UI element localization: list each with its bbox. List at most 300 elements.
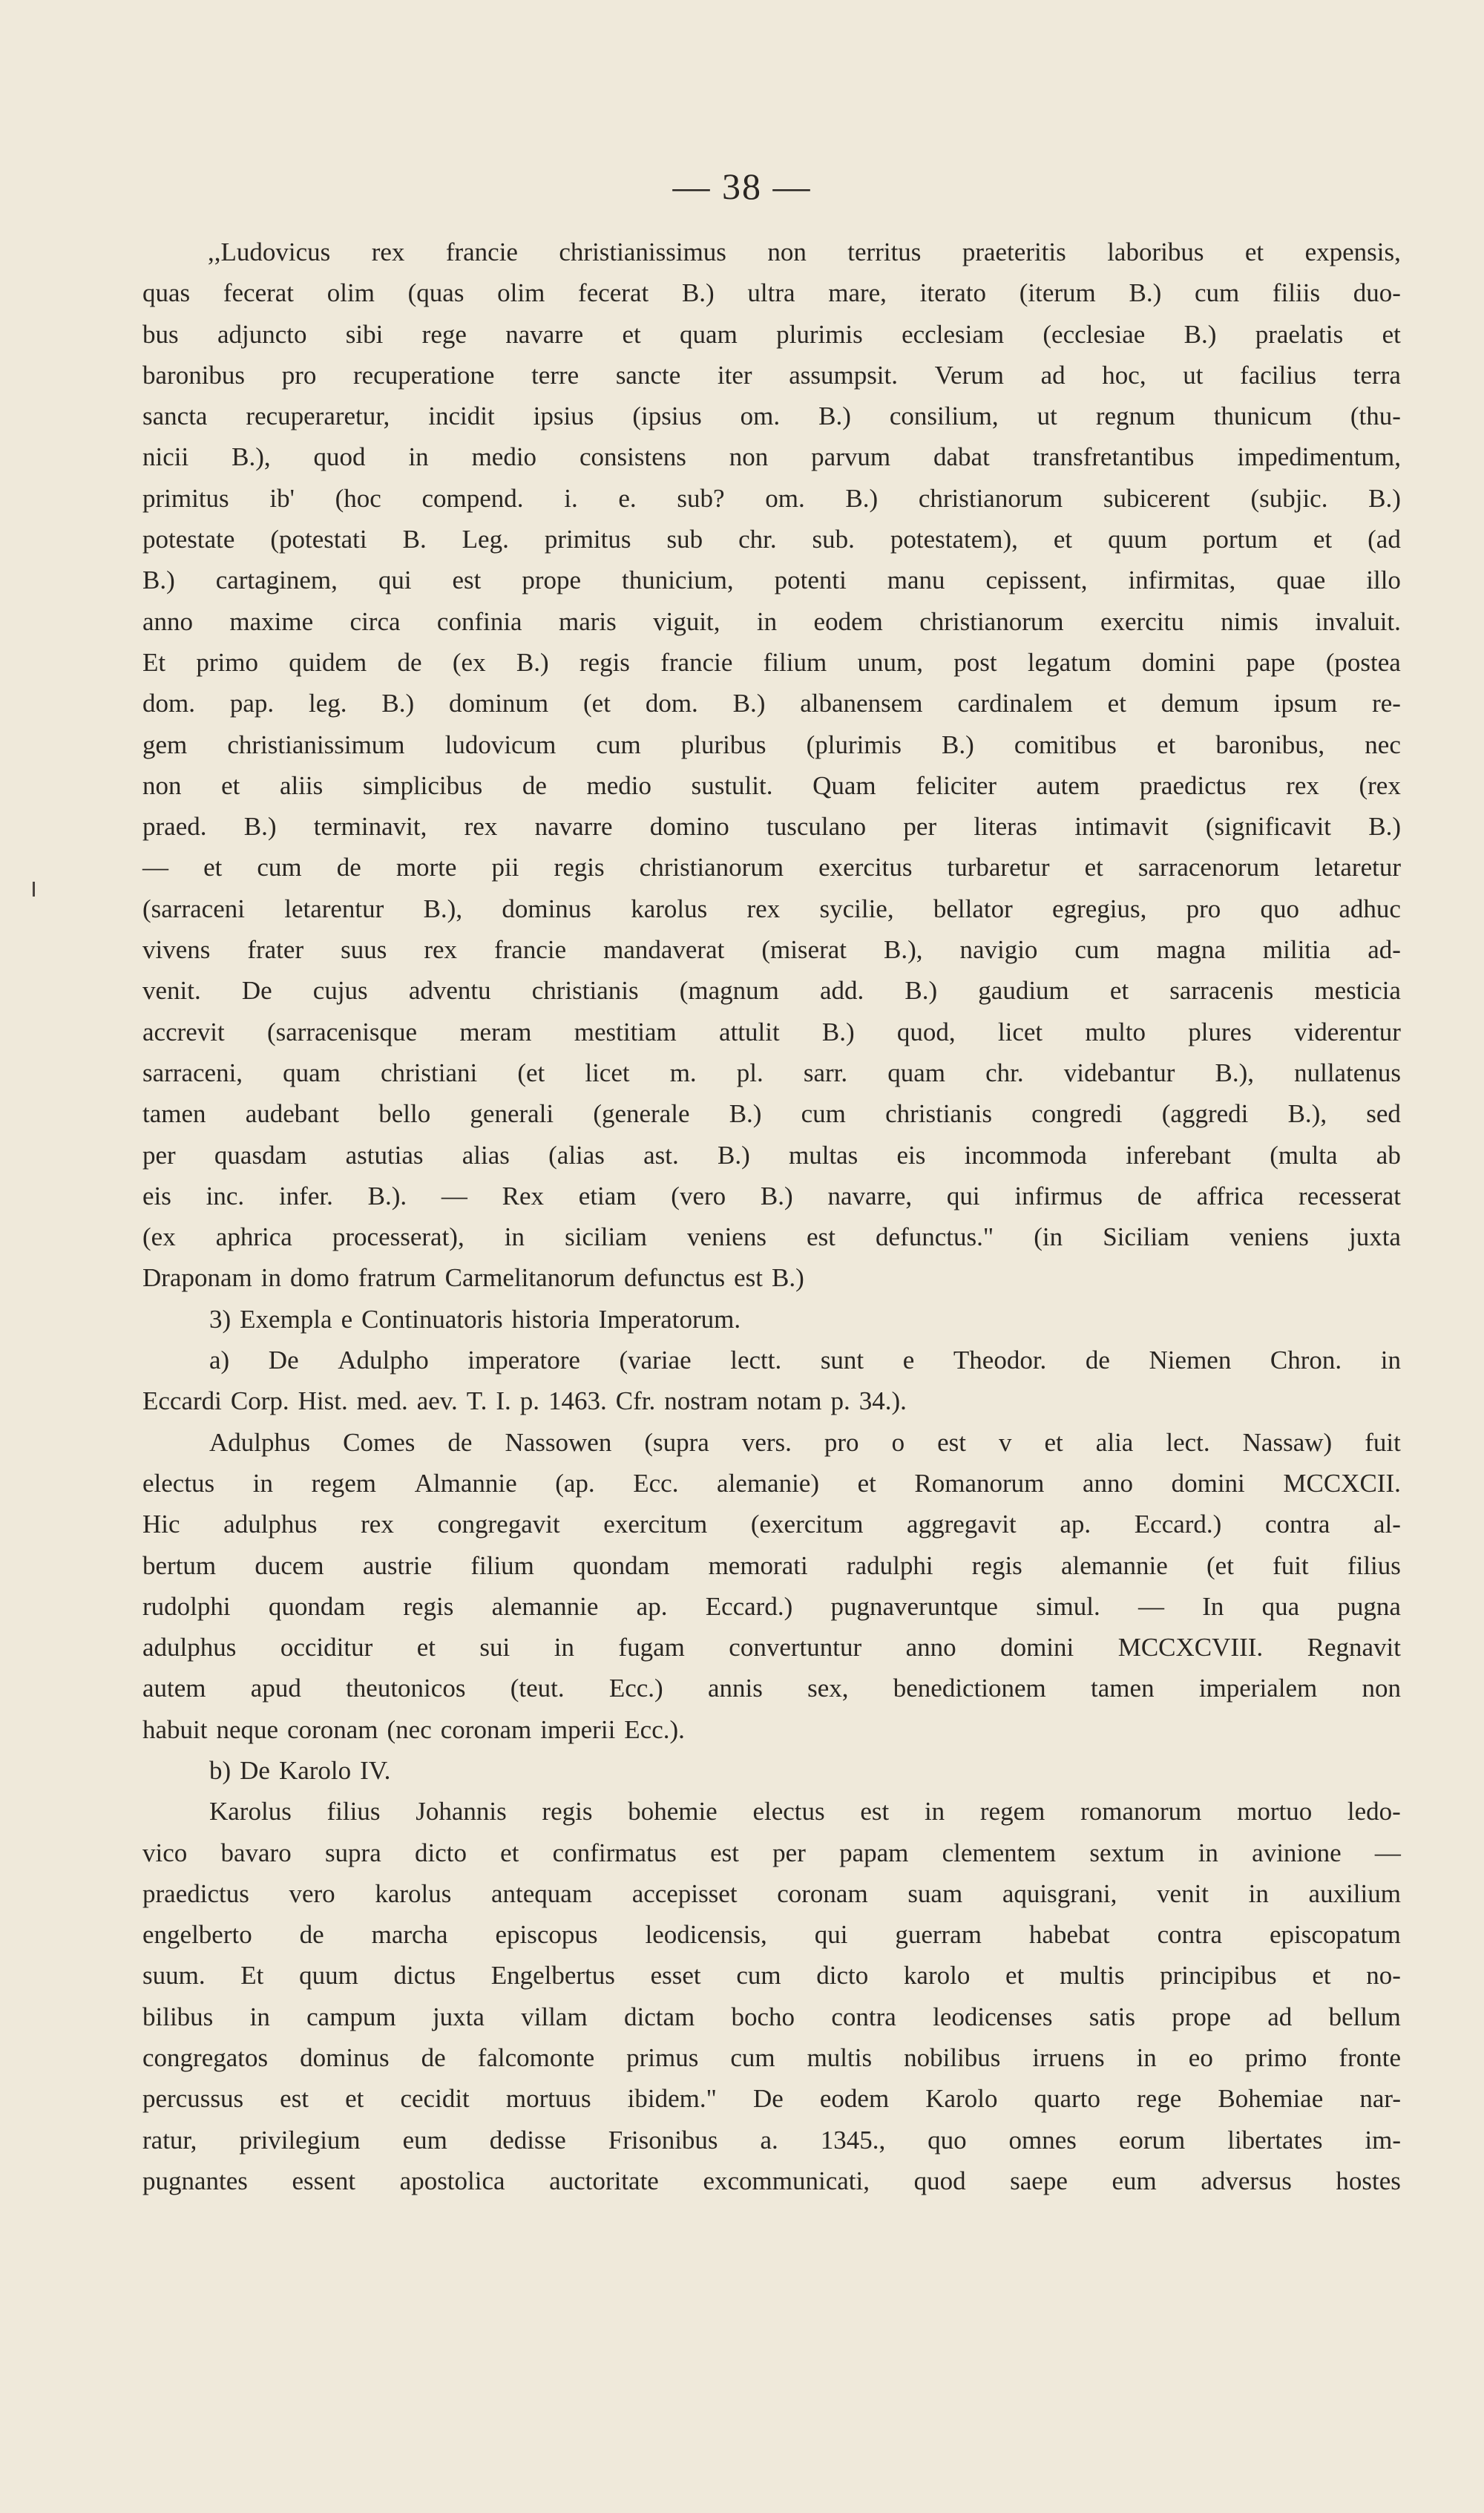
word: veniens <box>687 1222 766 1252</box>
word: excommunicati, <box>703 2166 870 2195</box>
word: Draponam <box>142 1263 252 1293</box>
word: B.) <box>729 1099 762 1129</box>
word: regis <box>579 647 630 677</box>
word: add. <box>820 976 864 1006</box>
word: eis <box>896 1140 926 1170</box>
word: olim <box>497 278 545 308</box>
word: illo <box>1366 566 1401 595</box>
word: non <box>729 442 769 472</box>
word: suam <box>907 1878 963 1908</box>
word: engelberto <box>142 1920 252 1950</box>
word: defunctus." <box>876 1222 994 1252</box>
word: licet <box>997 1017 1043 1046</box>
word: juxta <box>432 2002 485 2031</box>
text-line <box>142 396 1401 436</box>
word: fecerat <box>223 278 295 308</box>
word: praelatis <box>1255 319 1344 349</box>
word: 1463. <box>548 1386 607 1416</box>
word: quidem <box>289 647 367 677</box>
word: chr. <box>985 1058 1024 1087</box>
word: sub <box>666 525 703 554</box>
word: viguit, <box>653 606 720 636</box>
word: Nassowen <box>505 1427 612 1457</box>
word: Regnavit <box>1307 1633 1401 1662</box>
word: inferebant <box>1126 1140 1231 1170</box>
word: qui <box>814 1920 848 1950</box>
word: austrie <box>362 1550 433 1580</box>
text-line <box>142 2078 1401 2119</box>
word: sed <box>1366 1099 1401 1129</box>
word: eodem <box>813 606 883 636</box>
word: incidit <box>428 402 495 431</box>
word: potestate <box>142 525 235 554</box>
word: p. <box>519 1386 539 1416</box>
word: simul. <box>1036 1591 1100 1621</box>
word: (subjic. <box>1250 483 1328 513</box>
word: sarracenis <box>1169 976 1274 1006</box>
word: apostolica <box>399 2166 505 2195</box>
word: et <box>1005 1961 1025 1991</box>
word: et <box>622 319 641 349</box>
word: domino <box>649 812 729 842</box>
word: dabat <box>933 442 990 472</box>
word: quod <box>313 442 366 472</box>
text-line <box>142 1996 1401 2037</box>
word: IV. <box>360 1755 391 1785</box>
word: convertuntur <box>729 1633 862 1662</box>
word: hostes <box>1336 2166 1401 2195</box>
word: B.), <box>423 894 463 923</box>
word: contra <box>831 2002 896 2031</box>
word: alemannie <box>491 1591 599 1621</box>
word: (et <box>1206 1550 1234 1580</box>
word: leodicenses <box>933 2002 1053 2031</box>
word: imperatore <box>467 1346 580 1375</box>
word: 1345., <box>820 2125 886 2155</box>
word: est <box>807 1222 835 1252</box>
word: libertates <box>1227 2125 1323 2155</box>
word: Karolo <box>925 2084 998 2114</box>
word: B.) <box>681 278 715 308</box>
word: irruens <box>1032 2043 1105 2073</box>
word: veniens <box>1229 1222 1309 1252</box>
word: percussus <box>142 2084 244 2114</box>
word: thunicium, <box>621 566 734 595</box>
word: filiis <box>1272 278 1321 308</box>
word: a) <box>209 1346 230 1375</box>
word: De <box>240 1755 270 1785</box>
word: I. <box>496 1386 511 1416</box>
word: (ecclesiae <box>1043 319 1146 349</box>
word: dictam <box>623 2002 695 2031</box>
word: (sarracenisque <box>266 1017 418 1046</box>
word: demum <box>1160 689 1239 718</box>
section-heading <box>142 1299 1401 1340</box>
word: Carmelitanorum <box>444 1263 616 1293</box>
word: (sarraceni <box>142 894 245 923</box>
word: mestitiam <box>574 1017 677 1046</box>
word: astutias <box>345 1140 424 1170</box>
word: fronte <box>1339 2043 1401 2073</box>
word: et <box>1312 1961 1331 1991</box>
word: dedisse <box>489 2125 566 2155</box>
word: cum <box>801 1099 846 1129</box>
word: Karolus <box>209 1797 292 1826</box>
word: bavaro <box>220 1838 292 1867</box>
text-line <box>142 642 1401 683</box>
word: plurimis <box>776 319 863 349</box>
word: Almannie <box>414 1468 517 1498</box>
word: sunt <box>820 1346 864 1375</box>
text-line <box>142 1135 1401 1176</box>
word: eum <box>402 2125 447 2155</box>
word: B.) <box>381 689 415 718</box>
word: sarracenorum <box>1137 853 1280 882</box>
word: domo <box>289 1263 349 1293</box>
word: Niemen <box>1149 1346 1232 1375</box>
word: saepe <box>1010 2166 1068 2195</box>
word: imperii <box>540 1714 616 1744</box>
word: est <box>452 566 482 595</box>
word: bohemie <box>628 1797 718 1826</box>
word: eodem <box>819 2084 890 2114</box>
word: et <box>1084 853 1103 882</box>
word: rege <box>421 319 467 349</box>
word: praed. <box>142 812 207 842</box>
word: apud <box>250 1674 301 1703</box>
pencil-mark <box>33 882 35 897</box>
word: satis <box>1089 2002 1135 2031</box>
word: primo <box>1244 2043 1307 2073</box>
word: — <box>1137 1591 1164 1621</box>
word: potestatem), <box>890 525 1018 554</box>
text-line <box>142 1093 1401 1134</box>
word: nobilibus <box>904 2043 1001 2073</box>
word: quod <box>913 2166 966 2195</box>
word: aev. <box>416 1386 458 1416</box>
word: bocho <box>731 2002 795 2031</box>
word: expensis, <box>1304 237 1401 266</box>
word: territus <box>847 237 922 266</box>
word: cujus <box>312 976 368 1006</box>
word: non <box>142 770 182 800</box>
word: Engelbertus <box>490 1961 615 1991</box>
word: dominus <box>300 2043 390 2073</box>
word: sextum <box>1089 1838 1165 1867</box>
word: adulphus <box>142 1633 237 1662</box>
word: accrevit <box>142 1017 225 1046</box>
word: de <box>1137 1181 1162 1210</box>
word: quarto <box>1034 2084 1100 2114</box>
word: ad <box>1267 2002 1293 2031</box>
word: domini <box>1141 647 1216 677</box>
word: qua <box>1261 1591 1300 1621</box>
word: cartaginem, <box>215 566 338 595</box>
text-line <box>142 765 1401 806</box>
word: fratrum <box>358 1263 436 1293</box>
word: congredi <box>1031 1099 1123 1129</box>
word: adversus <box>1201 2166 1292 2195</box>
word: congregavit <box>437 1510 560 1539</box>
word: clementem <box>942 1838 1057 1867</box>
word: in <box>408 442 429 472</box>
word: ab <box>1376 1140 1401 1170</box>
text-line <box>142 929 1401 970</box>
word: ap. <box>1060 1510 1091 1539</box>
word: ast. <box>643 1140 679 1170</box>
word: filium <box>763 647 827 677</box>
word: in <box>1136 2043 1157 2073</box>
text-line <box>142 1504 1401 1544</box>
word: processerat), <box>332 1222 464 1252</box>
word: alemanie) <box>717 1468 819 1498</box>
word: literas <box>974 812 1037 842</box>
text-line <box>142 2037 1401 2078</box>
text-line <box>142 1380 1401 1421</box>
word: quum <box>1108 525 1167 554</box>
word: bilibus <box>142 2002 214 2031</box>
text-line <box>142 1627 1401 1668</box>
word: baronibus, <box>1215 730 1325 759</box>
word: (nec <box>387 1714 432 1744</box>
word: pl. <box>736 1058 764 1087</box>
word: simplicibus <box>362 770 483 800</box>
word: potenti <box>774 566 847 595</box>
word: (miserat <box>761 935 847 965</box>
word: med. <box>356 1386 408 1416</box>
word: compend. <box>421 483 524 513</box>
word: et <box>1244 237 1264 266</box>
word: de <box>299 1920 324 1950</box>
word: exercitus <box>818 853 913 882</box>
word: Bohemiae <box>1218 2084 1324 2114</box>
word: suus <box>341 935 387 965</box>
word: et <box>1044 1427 1063 1457</box>
word: karolus <box>375 1878 452 1908</box>
word: anno <box>142 606 194 636</box>
word: antequam <box>491 1878 593 1908</box>
word: bus <box>142 319 179 349</box>
word: facilius <box>1240 360 1317 390</box>
word: in <box>1248 1878 1269 1908</box>
word: accepisset <box>631 1878 738 1908</box>
word: frater <box>247 935 304 965</box>
word: privilegium <box>239 2125 361 2155</box>
word: aquisgrani, <box>1002 1878 1117 1908</box>
word: eorum <box>1118 2125 1186 2155</box>
word: sub? <box>677 483 725 513</box>
word: regnum <box>1095 402 1175 431</box>
word: attulit <box>719 1017 780 1046</box>
word: bertum <box>142 1550 217 1580</box>
word: cum <box>596 730 641 759</box>
word: invaluit. <box>1315 606 1401 636</box>
word: multis <box>1059 1961 1125 1991</box>
word: fecerat <box>578 278 649 308</box>
word: est <box>710 1838 739 1867</box>
word: De <box>268 1346 299 1375</box>
text-line <box>142 1586 1401 1627</box>
word: manu <box>887 566 945 595</box>
text-line <box>142 847 1401 888</box>
word: subicerent <box>1103 483 1210 513</box>
word: anno <box>1082 1468 1134 1498</box>
word: circa <box>349 606 401 636</box>
word: Eccardi <box>142 1386 222 1416</box>
word: post <box>953 647 997 677</box>
word: navarre <box>505 319 584 349</box>
word: confirmatus <box>552 1838 677 1867</box>
word: alia <box>1095 1427 1134 1457</box>
word: prope <box>522 566 582 595</box>
word: (et <box>517 1058 545 1087</box>
word: quondam <box>573 1550 670 1580</box>
word: (supra <box>644 1427 709 1457</box>
word: B.) <box>1368 483 1401 513</box>
word: qui <box>946 1181 980 1210</box>
word: et <box>1157 730 1176 759</box>
word: B.). <box>367 1181 407 1210</box>
word: sycilie, <box>819 894 894 923</box>
word: albanensem <box>800 689 923 718</box>
word: (ex <box>142 1222 176 1252</box>
word: bellator <box>933 894 1013 923</box>
word: navarre <box>534 812 613 842</box>
word: vers. <box>741 1427 792 1457</box>
word: quum <box>299 1961 358 1991</box>
word: terre <box>531 360 580 390</box>
word: Romanorum <box>914 1468 1045 1498</box>
word: Hic <box>142 1510 180 1539</box>
word: occiditur <box>280 1633 373 1662</box>
word: B.), <box>1215 1058 1254 1087</box>
word: B.) <box>732 689 766 718</box>
section-heading <box>142 1750 1401 1791</box>
word: guerram <box>895 1920 982 1950</box>
word: rex <box>1286 770 1319 800</box>
word: affrica <box>1196 1181 1264 1210</box>
word: alias <box>462 1140 510 1170</box>
word: habuit <box>142 1714 208 1744</box>
word: no- <box>1366 1961 1401 1991</box>
word: dicto <box>816 1961 869 1991</box>
word: aliis <box>279 770 324 800</box>
word: dom. <box>645 689 698 718</box>
word: consistens <box>579 442 686 472</box>
word: De <box>752 2084 784 2114</box>
word: contra <box>1264 1510 1330 1539</box>
word: karolus <box>631 894 708 923</box>
word: per <box>772 1838 806 1867</box>
word: vero <box>289 1878 335 1908</box>
word: sarraceni, <box>142 1058 243 1087</box>
word: quam <box>283 1058 341 1087</box>
word: rege <box>1137 2084 1182 2114</box>
word: campum <box>306 2002 396 2031</box>
word: ibidem." <box>627 2084 717 2114</box>
word: de <box>421 2043 446 2073</box>
word: adulphus <box>223 1510 318 1539</box>
word: m. <box>669 1058 697 1087</box>
word: (ipsius <box>632 402 702 431</box>
word: quam <box>887 1058 946 1087</box>
word: incommoda <box>964 1140 1087 1170</box>
word: vico <box>142 1838 188 1867</box>
word: Leg. <box>462 525 509 554</box>
word: non <box>767 237 807 266</box>
word: ludovicum <box>444 730 556 759</box>
word: B.) <box>942 730 974 759</box>
word: chr. <box>738 525 777 554</box>
word: (generale <box>593 1099 690 1129</box>
word: recuperatione <box>352 360 495 390</box>
word: in <box>1380 1346 1401 1375</box>
word: de <box>336 853 361 882</box>
word: iterato <box>919 278 987 308</box>
word: pro <box>824 1427 859 1457</box>
word: fuit <box>1365 1427 1401 1457</box>
word: (ex <box>452 647 486 677</box>
word: B.) <box>818 402 851 431</box>
word: comitibus <box>1014 730 1117 759</box>
word: generali <box>470 1099 554 1129</box>
word: parvum <box>811 442 891 472</box>
word: in <box>554 1633 574 1662</box>
word: et <box>1107 689 1126 718</box>
word: B.) <box>718 1140 750 1170</box>
word: ut <box>1183 360 1204 390</box>
word: dictus <box>393 1961 456 1991</box>
word: De <box>241 976 272 1006</box>
word: B.) <box>904 976 938 1006</box>
word: tamen <box>1091 1674 1155 1703</box>
word: infirmus <box>1014 1181 1103 1210</box>
word: B.), <box>883 935 923 965</box>
text-line <box>142 1668 1401 1708</box>
word: iter <box>717 360 752 390</box>
word: (exercitum <box>750 1510 864 1539</box>
word: prope <box>1172 2002 1231 2031</box>
word: francie <box>493 935 567 965</box>
word: christianissimus <box>559 237 726 266</box>
word: (potestati <box>270 525 367 554</box>
word: qui <box>378 566 412 595</box>
word: im- <box>1365 2125 1401 2155</box>
word: falcomonte <box>477 2043 595 2073</box>
word: (variae <box>619 1346 692 1375</box>
word: Et <box>142 647 166 677</box>
word: mortuus <box>505 2084 591 2114</box>
text-line <box>142 1422 1401 1463</box>
text-line <box>142 560 1401 600</box>
word: regis <box>971 1550 1022 1580</box>
text-line <box>142 970 1401 1011</box>
word: ipsius <box>533 402 594 431</box>
word: (rex <box>1359 770 1401 800</box>
word: karolo <box>903 1961 971 1991</box>
word: eum <box>1112 2166 1157 2195</box>
word: B.) <box>1129 278 1162 308</box>
word: 34.). <box>858 1386 907 1416</box>
word: Chron. <box>1270 1346 1342 1375</box>
word: in <box>249 2002 270 2031</box>
word: praedictus <box>142 1878 249 1908</box>
word: Eccard.) <box>705 1591 793 1621</box>
word: navigio <box>959 935 1038 965</box>
word: imperialem <box>1198 1674 1318 1703</box>
word: domini <box>1171 1468 1245 1498</box>
text-line <box>142 1052 1401 1093</box>
